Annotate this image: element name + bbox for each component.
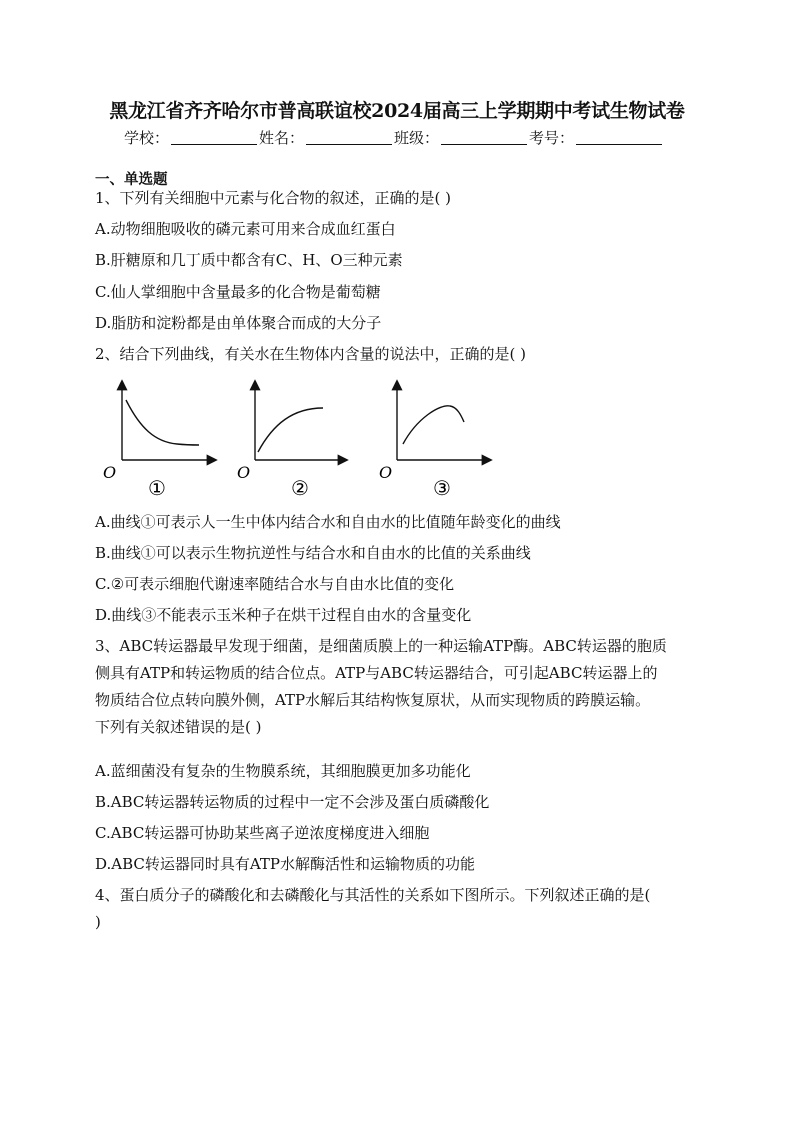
student-info-line [124, 127, 664, 148]
fig2-origin: O [237, 463, 251, 482]
q3-stem-line-1: 3、ABC转运器最早发现于细菌，是细菌质膜上的一种运输ATP酶。ABC转运器的胞质 [95, 637, 667, 655]
q2-option-b: B.曲线①可以表示生物抗逆性与结合水和自由水的比值的关系曲线 [95, 544, 531, 562]
q3-stem-line-3: 物质结合位点转向膜外侧，ATP水解后其结构恢复原状，从而实现物质的跨膜运输。 [95, 691, 651, 709]
q3-option-a: A.蓝细菌没有复杂的生物膜系统，其细胞膜更加多功能化 [95, 762, 471, 780]
q1-option-d: D.脂肪和淀粉都是由单体聚合而成的大分子 [95, 314, 382, 332]
q3-option-b: B.ABC转运器转运物质的过程中一定不会涉及蛋白质磷酸化 [95, 793, 490, 811]
q3-stem [95, 633, 705, 741]
number-blank[interactable] [576, 129, 662, 145]
q2-curve-figures [95, 378, 515, 503]
number-label: 考号： [529, 129, 575, 147]
fig3-curve [403, 406, 464, 444]
curve-figure-3 [379, 382, 490, 500]
fig2-curve [258, 408, 323, 452]
q2-option-a: A.曲线①可表示人一生中体内结合水和自由水的比值随年龄变化的曲线 [95, 513, 561, 531]
fig3-origin: O [379, 463, 393, 482]
q1-stem: 1、下列有关细胞中元素与化合物的叙述，正确的是( ) [95, 189, 452, 207]
q4-stem [95, 882, 705, 936]
fig1-origin: O [103, 463, 117, 482]
fig3-label: ③ [433, 476, 451, 500]
class-label: 班级： [394, 129, 440, 147]
section-heading: 一、单选题 [95, 171, 168, 188]
name-label: 姓名： [259, 129, 305, 147]
school-label: 学校： [124, 129, 170, 147]
fig1-curve [126, 400, 199, 445]
q2-stem: 2、结合下列曲线，有关水在生物体内含量的说法中，正确的是( ) [95, 345, 527, 363]
fig2-label: ② [291, 476, 309, 500]
q4-stem-line-2: ) [95, 913, 101, 931]
fig1-label: ① [148, 476, 166, 500]
page-title: 黑龙江省齐齐哈尔市普高联谊校2024届高三上学期期中考试生物试卷 [109, 100, 685, 122]
q3-option-d: D.ABC转运器同时具有ATP水解酶活性和运输物质的功能 [95, 855, 475, 873]
q3-stem-line-4: 下列有关叙述错误的是( ) [95, 718, 262, 736]
curve-figure-2 [237, 382, 346, 500]
q1-option-c: C.仙人掌细胞中含量最多的化合物是葡萄糖 [95, 283, 381, 301]
curve-figure-1 [103, 382, 215, 500]
q1-option-b: B.肝糖原和几丁质中都含有C、H、O三种元素 [95, 251, 403, 269]
class-blank[interactable] [441, 129, 527, 145]
q2-option-c: C.②可表示细胞代谢速率随结合水与自由水比值的变化 [95, 575, 455, 593]
q2-option-d: D.曲线③不能表示玉米种子在烘干过程自由水的含量变化 [95, 606, 472, 624]
name-blank[interactable] [306, 129, 392, 145]
q3-stem-line-2: 侧具有ATP和转运物质的结合位点。ATP与ABC转运器结合，可引起ABC转运器上的 [95, 664, 658, 682]
q1-option-a: A.动物细胞吸收的磷元素可用来合成血红蛋白 [95, 220, 396, 238]
q4-stem-line-1: 4、蛋白质分子的磷酸化和去磷酸化与其活性的关系如下图所示。下列叙述正确的是( [95, 886, 651, 904]
q3-option-c: C.ABC转运器可协助某些离子逆浓度梯度进入细胞 [95, 824, 430, 842]
school-blank[interactable] [171, 129, 257, 145]
curve-diagrams [95, 378, 515, 503]
